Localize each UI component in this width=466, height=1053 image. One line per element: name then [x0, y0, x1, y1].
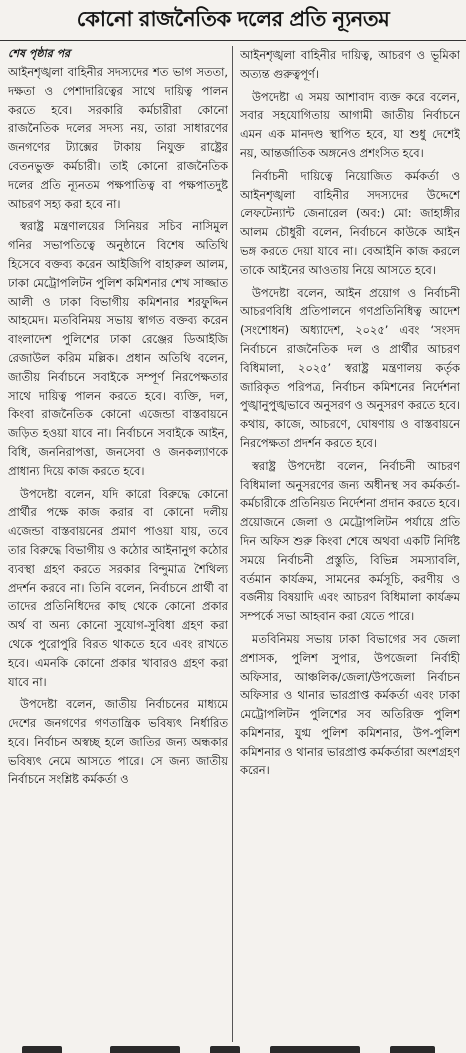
headline: কোনো রাজনৈতিক দলের প্রতি ন্যূনতম	[0, 0, 466, 41]
continuation-tag: শেষ পৃষ্ঠার পর	[8, 47, 71, 60]
paragraph: উপদেষ্টা বলেন, জাতীয় নির্বাচনের মাধ্যমে দেশের জনগণের গণতান্ত্রিক ভবিষ্যৎ নির্ধারিত হবে। নির্বাচন অস্বচ্ছ হলে জাতির জন্য অন্ধকার ভবিষ্যৎ নেমে আসতে পারে। সে জন্য জাতীয় নির্বাচনে সংশ্লিষ্ট কর্মকর্তা ও	[8, 697, 228, 787]
paragraph: আইনশৃঙ্খলা বাহিনীর সদস্যদের শত ভাগ সততা, দক্ষতা ও পেশাদারিত্বের সাথে দায়িত্ব পালন করতে হবে। সরকারি কর্মচারীরা কোনো রাজনৈতিক দলের সদস্য নয়, তারা সাধারণের জনগণের ট্যাক্সের টাকায় নিযুক্ত রাষ্ট্রের বেতনভুক্ত কর্মচারী। তাই কোনো রাজনৈতিক দলের প্রতি ন্যূনতম পক্ষপাতিত্ব বা পক্ষপাতদুষ্ট আচরণ সহ্য করা হবে না।	[8, 65, 228, 211]
paragraph: স্বরাষ্ট্র উপদেষ্টা বলেন, নির্বাচনী আচরণ বিধিমালা অনুসরণের জন্য অধীনস্থ সব কর্মকর্তা-কর্মচারীকে প্রতিনিয়ত নির্দেশনা প্রদান করতে হবে। প্রয়োজনে জেলা ও মেট্রোপলিটন পর্যায়ে প্রতি দিন অফিস শুরু কিংবা শেষে অথবা একটি নির্দিষ্ট সময়ে নির্বাচনী প্রস্তুতি, বিভিন্ন সমস্যাবলি, বর্তমান কার্যক্রম, সামনের কর্মসূচি, করণীয় ও বর্জনীয় বিষয়াদি এবং আচরণ বিধিমালা কার্যক্রম সম্পর্কে সভা আহবান করা যেতে পারে।	[240, 458, 460, 624]
paragraph: নির্বাচনী দায়িত্বে নিয়োজিত কর্মকর্তা ও আইনশৃঙ্খলা বাহিনীর সদস্যদের উদ্দেশে লেফটেন্যান্ট জেনারেল (অব:) মো: জাহাঙ্গীর আলম চৌধুরী বলেন, নির্বাচনে কাউকে আইন ভঙ্গ করতে দেয়া যাবে না। বেআইনি কাজ করলে তাকে আইনের আওতায় নিয়ে আসতে হবে।	[240, 168, 460, 277]
article-column-left	[8, 46, 228, 1044]
cropped-next-headline	[0, 1044, 466, 1053]
paragraph: আইনশৃঙ্খলা বাহিনীর দায়িত্ব, আচরণ ও ভূমিকা অত্যন্ত গুরুত্বপূর্ণ।	[240, 48, 460, 81]
column-divider	[232, 46, 233, 1042]
paragraph: উপদেষ্টা এ সময় আশাবাদ ব্যক্ত করে বলেন, সবার সহযোগিতায় আগামী জাতীয় নির্বাচনে এমন এক মানদণ্ড স্থাপিত হবে, যা শুধু দেশেই নয়, আন্তর্জাতিক অঙ্গনেও প্রশংসিত হবে।	[240, 89, 460, 160]
paragraph: উপদেষ্টা বলেন, যদি কারো বিরুদ্ধে কোনো প্রার্থীর পক্ষে কাজ করার বা কোনো দলীয় এজেন্ডা বাস্তবায়নের প্রমাণ পাওয়া যায়, তবে তার বিরুদ্ধে বিভাগীয় ও কঠোর আইনানুগ কঠোর ব্যবস্থা গ্রহণ করতে সরকার বিন্দুমাত্র শৈথিল্য প্রদর্শন করবে না। তিনি বলেন, নির্বাচনে প্রার্থী বা তাদের প্রতিনিধিদের কাছ থেকে কোনো প্রকার অর্থ বা অন্য কোনো সুযোগ-সুবিধা গ্রহণ করা থেকে পুরোপুরি বিরত থাকতে হবে এবং রাখতে হবে। এমনকি কোনো প্রকার খাবারও গ্রহণ করা যাবে না।	[8, 486, 228, 689]
paragraph: স্বরাষ্ট্র মন্ত্রণালয়ের সিনিয়র সচিব নাসিমুল গনির সভাপতিত্বে অনুষ্ঠানে বিশেষ অতিথি হিসেবে বক্তব্য করেন আইজিপি বাহারুল আলম, ঢাকা মেট্রোপলিটন পুলিশ কমিশনার শেখ সাজ্জাত আলী ও ঢাকা বিভাগীয় কমিশনার শরফুদ্দিন আহমেদ। মতবিনিময় সভায় স্বাগত বক্তব্য করেন বাংলাদেশ পুলিশের ঢাকা রেঞ্জের ডিআইজি রেজাউল করিম মল্লিক। প্রধান অতিথি বলেন, জাতীয় নির্বাচনে সবাইকে সম্পূর্ণ নিরপেক্ষতার সাথে দায়িত্ব পালন করতে হবে। ব্যক্তি, দল, কিংবা রাজনৈতিক কোনো এজেন্ডা বাস্তবায়নে জড়িত হওয়া যাবে না। নির্বাচনে সবাইকে আইন, বিধি, জননিরাপত্তা, জনসেবা ও জনকল্যাণকে প্রাধান্য দিয়ে কাজ করতে হবে।	[8, 219, 228, 478]
article-column-right	[240, 46, 460, 1044]
paragraph: মতবিনিময় সভায় ঢাকা বিভাগের সব জেলা প্রশাসক, পুলিশ সুপার, উপজেলা নির্বাহী অফিসার, আঞ্চলিক/জেলা/উপজেলা নির্বাচন অফিসার ও থানার ভারপ্রাপ্ত কর্মকর্তা এবং ঢাকা মেট্রোপলিটন পুলিশের সব অতিরিক্ত পুলিশ কমিশনার, যুগ্ম পুলিশ কমিশনার, উপ-পুলিশ কমিশনার ও থানার ভারপ্রাপ্ত কর্মকর্তারা অংশগ্রহণ করেন।	[240, 631, 460, 778]
paragraph: উপদেষ্টা বলেন, আইন প্রয়োগ ও নির্বাচনী আচরণবিধি প্রতিপালনে গণপ্রতিনিধিত্ব আদেশ (সংশোধন) অধ্যাদেশ, ২০২৫’ এবং ‘সংসদ নির্বাচনে রাজনৈতিক দল ও প্রার্থীর আচরণ বিধিমালা, ২০২৫’ স্বরাষ্ট্র মন্ত্রণালয় কর্তৃক জারিকৃত পরিপত্র, নির্বাচন কমিশনের নির্দেশনা পুঙ্খানুপুঙ্খভাবে অনুসরণ ও অনুসরণ করতে হবে। কথায়, কাজে, আচরণে, ঘোষণায় ও বাস্তবায়নে নিরপেক্ষতা প্রদর্শন করতে হবে।	[240, 285, 460, 450]
